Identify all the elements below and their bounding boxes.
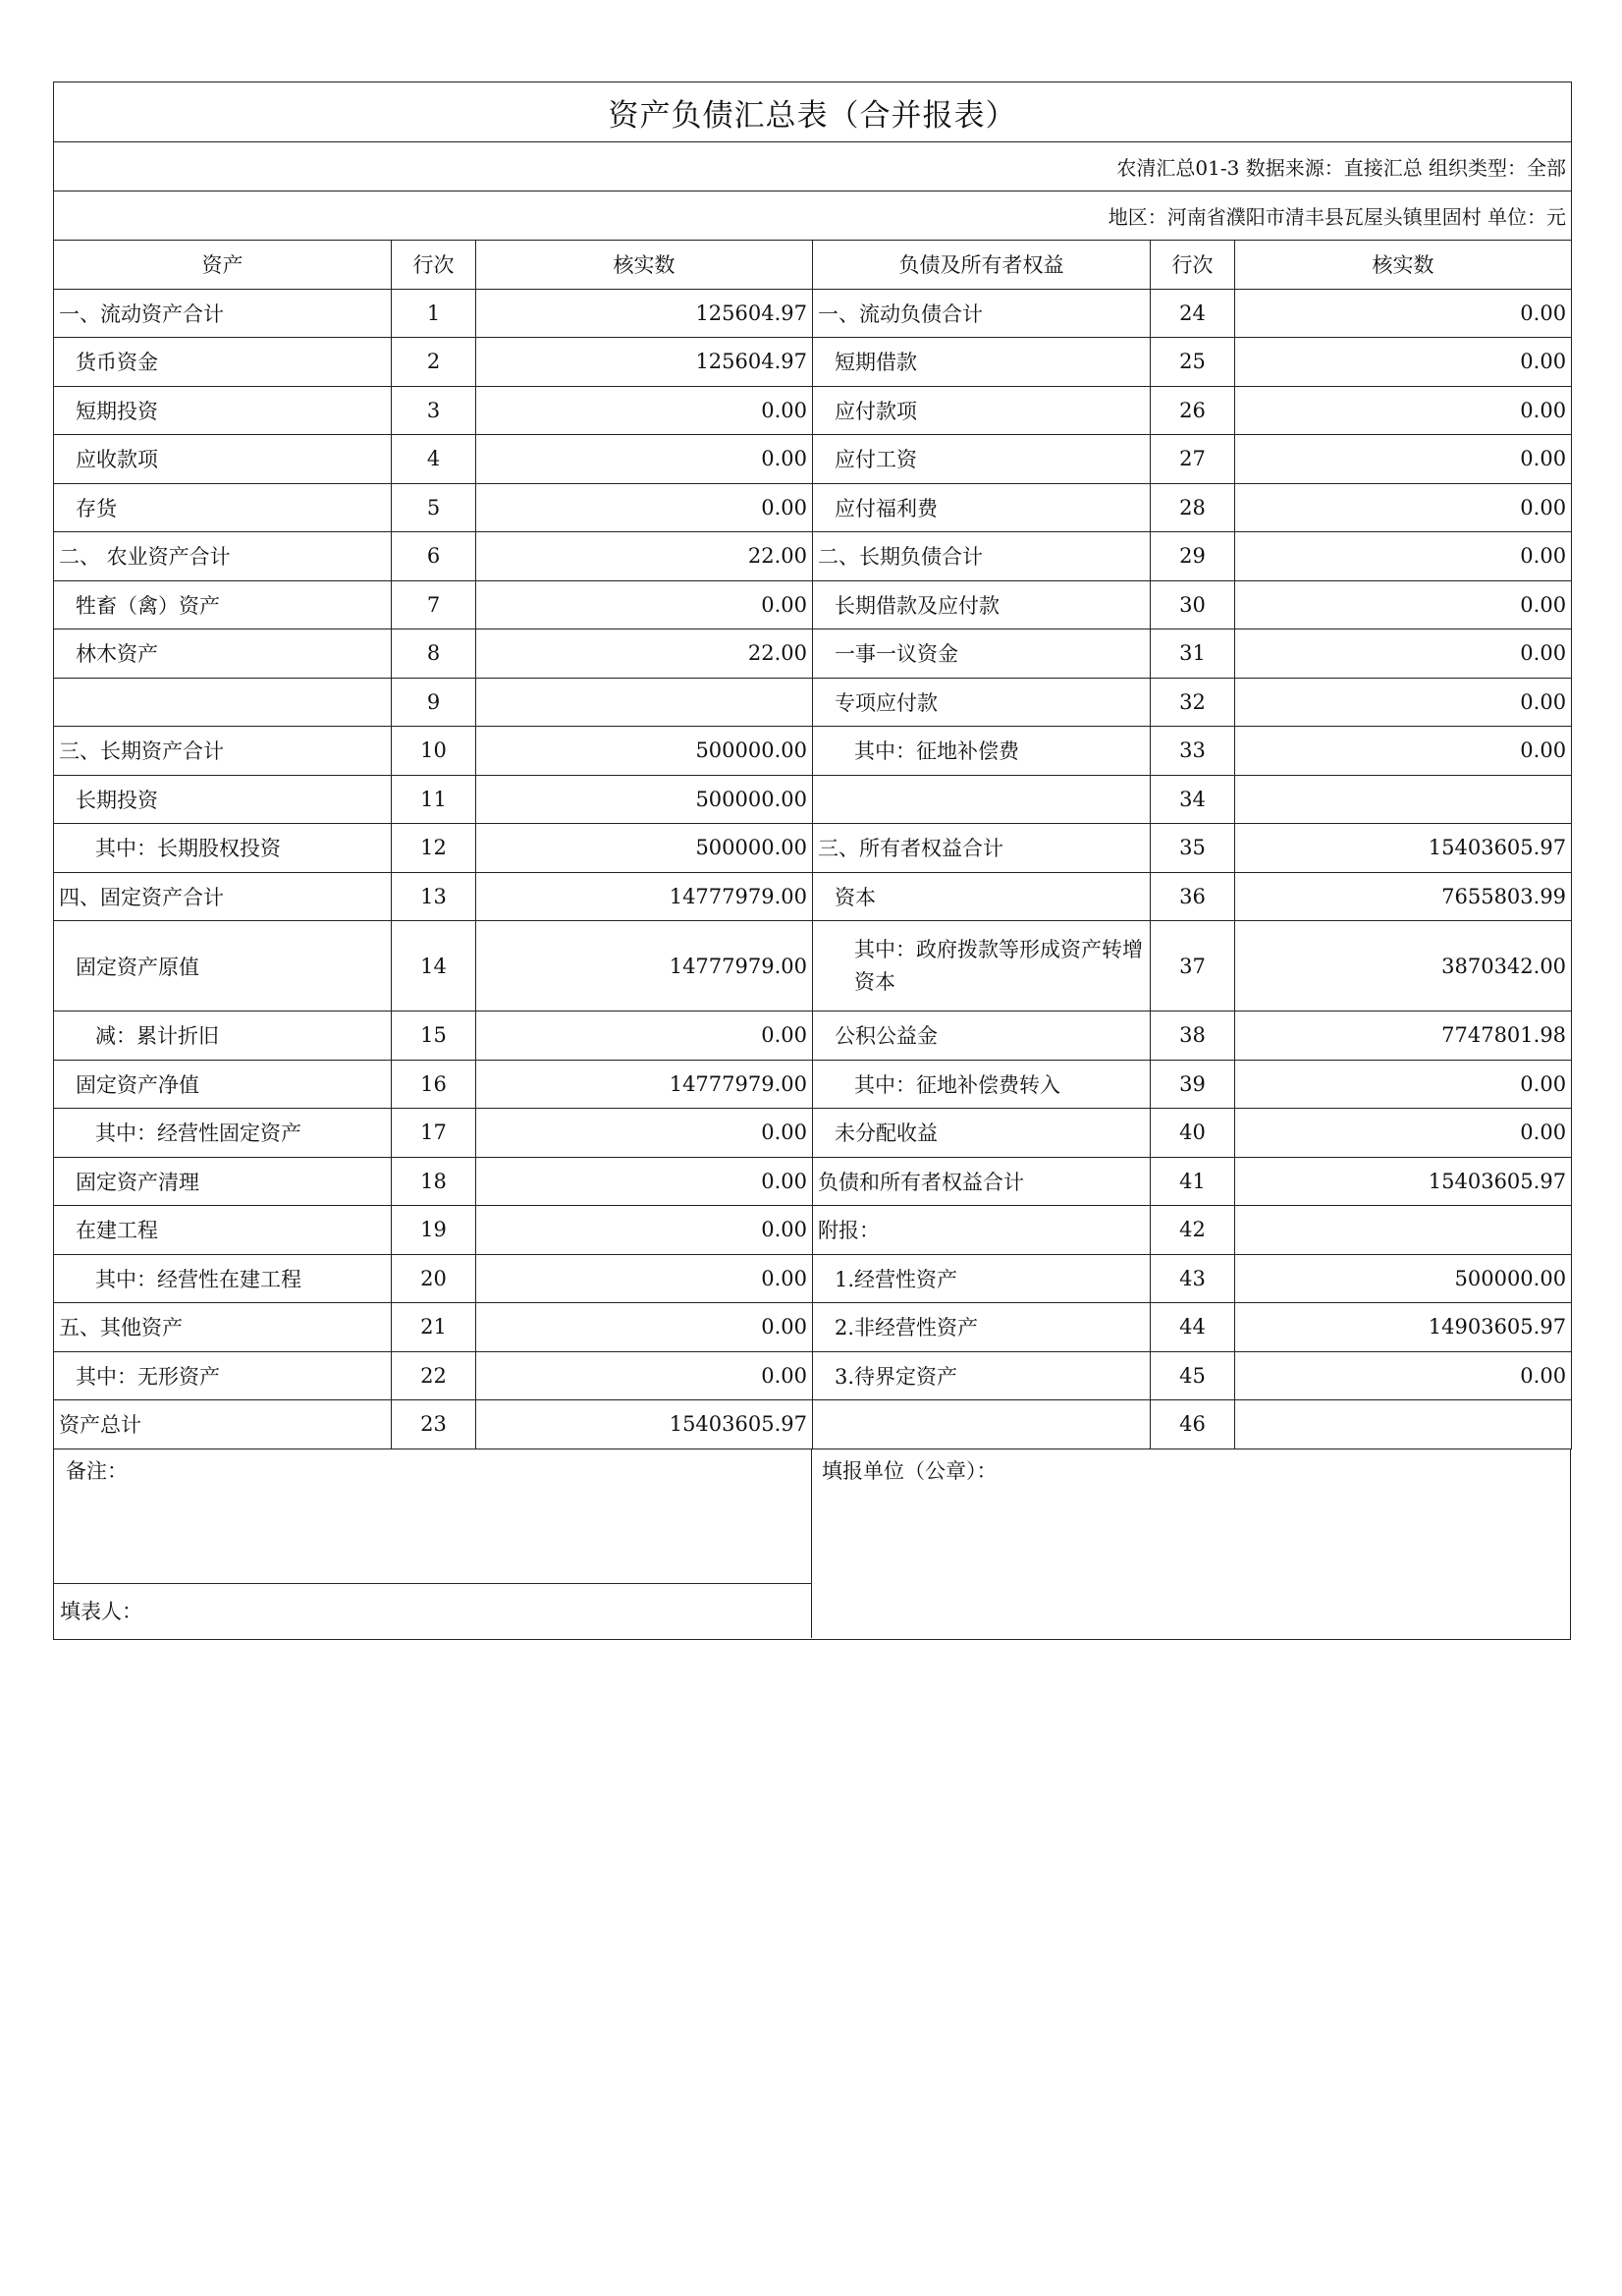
liability-amount: 3870342.00 <box>1235 921 1572 1011</box>
liability-amount: 0.00 <box>1235 1109 1572 1158</box>
liability-row-no: 38 <box>1151 1011 1235 1061</box>
liability-row-no: 34 <box>1151 775 1235 824</box>
asset-item: 二、 农业资产合计 <box>54 532 392 581</box>
footer-area <box>53 1449 1571 1640</box>
table-row <box>54 678 1572 727</box>
liability-row-no: 32 <box>1151 678 1235 727</box>
liability-item: 负债和所有者权益合计 <box>813 1157 1151 1206</box>
asset-item: 货币资金 <box>54 338 392 387</box>
asset-row-no: 12 <box>392 824 476 873</box>
liability-amount: 15403605.97 <box>1235 824 1572 873</box>
liability-row-no: 26 <box>1151 386 1235 435</box>
asset-item: 在建工程 <box>54 1206 392 1255</box>
asset-amount: 22.00 <box>476 532 813 581</box>
asset-item: 长期投资 <box>54 775 392 824</box>
liability-row-no: 33 <box>1151 727 1235 776</box>
asset-row-no: 3 <box>392 386 476 435</box>
asset-row-no: 11 <box>392 775 476 824</box>
liability-item: 应付款项 <box>813 386 1151 435</box>
liability-row-no: 25 <box>1151 338 1235 387</box>
asset-item: 固定资产清理 <box>54 1157 392 1206</box>
liability-item: 长期借款及应付款 <box>813 580 1151 629</box>
liability-row-no: 30 <box>1151 580 1235 629</box>
asset-amount: 0.00 <box>476 1303 813 1352</box>
asset-item: 其中：经营性在建工程 <box>54 1254 392 1303</box>
report-title: 资产负债汇总表（合并报表） <box>54 82 1572 142</box>
table-row <box>54 872 1572 921</box>
report-meta-region: 地区：河南省濮阳市清丰县瓦屋头镇里固村 单位：元 <box>54 191 1572 241</box>
liability-item: 公积公益金 <box>813 1011 1151 1061</box>
asset-item: 存货 <box>54 483 392 532</box>
liability-item <box>813 775 1151 824</box>
asset-row-no: 13 <box>392 872 476 921</box>
liability-row-no: 24 <box>1151 289 1235 338</box>
header-amount: 核实数 <box>476 241 813 290</box>
asset-item: 三、长期资产合计 <box>54 727 392 776</box>
table-row <box>54 775 1572 824</box>
asset-row-no: 22 <box>392 1351 476 1400</box>
asset-amount: 500000.00 <box>476 727 813 776</box>
liability-amount: 0.00 <box>1235 727 1572 776</box>
asset-item: 四、固定资产合计 <box>54 872 392 921</box>
liability-amount: 0.00 <box>1235 532 1572 581</box>
table-row <box>54 1011 1572 1061</box>
asset-item: 其中：长期股权投资 <box>54 824 392 873</box>
asset-row-no: 6 <box>392 532 476 581</box>
balance-sheet <box>53 82 1571 1640</box>
footer-left <box>54 1449 812 1638</box>
header-liability: 负债及所有者权益 <box>813 241 1151 290</box>
header-asset: 资产 <box>54 241 392 290</box>
table-row <box>54 727 1572 776</box>
table-row <box>54 483 1572 532</box>
asset-row-no: 10 <box>392 727 476 776</box>
asset-amount: 14777979.00 <box>476 872 813 921</box>
table-row <box>54 1254 1572 1303</box>
asset-item: 五、其他资产 <box>54 1303 392 1352</box>
liability-row-no: 44 <box>1151 1303 1235 1352</box>
asset-amount: 14777979.00 <box>476 1060 813 1109</box>
header-amount-2: 核实数 <box>1235 241 1572 290</box>
liability-item: 其中：征地补偿费 <box>813 727 1151 776</box>
liability-item: 一事一议资金 <box>813 629 1151 679</box>
asset-row-no: 23 <box>392 1400 476 1449</box>
asset-item: 牲畜（禽）资产 <box>54 580 392 629</box>
liability-row-no: 42 <box>1151 1206 1235 1255</box>
liability-amount <box>1235 775 1572 824</box>
liability-amount: 0.00 <box>1235 386 1572 435</box>
asset-amount: 0.00 <box>476 483 813 532</box>
asset-row-no: 16 <box>392 1060 476 1109</box>
asset-item: 其中：经营性固定资产 <box>54 1109 392 1158</box>
asset-amount: 125604.97 <box>476 289 813 338</box>
asset-amount: 125604.97 <box>476 338 813 387</box>
liability-row-no: 36 <box>1151 872 1235 921</box>
table-row <box>54 1109 1572 1158</box>
liability-amount: 15403605.97 <box>1235 1157 1572 1206</box>
reporting-unit-label: 填报单位（公章）： <box>822 1458 998 1483</box>
asset-row-no: 14 <box>392 921 476 1011</box>
balance-table <box>53 82 1572 1449</box>
liability-row-no: 29 <box>1151 532 1235 581</box>
asset-row-no: 21 <box>392 1303 476 1352</box>
report-meta-source: 农清汇总01-3 数据来源：直接汇总 组织类型：全部 <box>54 142 1572 191</box>
liability-item: 应付工资 <box>813 435 1151 484</box>
liability-row-no: 39 <box>1151 1060 1235 1109</box>
asset-amount: 0.00 <box>476 435 813 484</box>
asset-row-no: 4 <box>392 435 476 484</box>
liability-row-no: 31 <box>1151 629 1235 679</box>
liability-item: 1.经营性资产 <box>813 1254 1151 1303</box>
liability-item: 三、所有者权益合计 <box>813 824 1151 873</box>
liability-amount <box>1235 1400 1572 1449</box>
asset-amount: 500000.00 <box>476 824 813 873</box>
table-row <box>54 435 1572 484</box>
asset-amount: 0.00 <box>476 1157 813 1206</box>
asset-item: 林木资产 <box>54 629 392 679</box>
asset-amount: 0.00 <box>476 1351 813 1400</box>
asset-amount: 0.00 <box>476 580 813 629</box>
liability-item <box>813 1400 1151 1449</box>
table-row <box>54 532 1572 581</box>
liability-row-no: 28 <box>1151 483 1235 532</box>
table-row <box>54 629 1572 679</box>
table-row <box>54 921 1572 1011</box>
liability-amount: 0.00 <box>1235 580 1572 629</box>
table-header-row <box>54 241 1572 290</box>
asset-item: 固定资产净值 <box>54 1060 392 1109</box>
header-row-no: 行次 <box>392 241 476 290</box>
liability-row-no: 37 <box>1151 921 1235 1011</box>
remark-label: 备注： <box>54 1449 811 1584</box>
asset-amount: 14777979.00 <box>476 921 813 1011</box>
asset-row-no: 20 <box>392 1254 476 1303</box>
liability-amount: 0.00 <box>1235 678 1572 727</box>
asset-row-no: 19 <box>392 1206 476 1255</box>
table-row <box>54 824 1572 873</box>
liability-amount: 0.00 <box>1235 435 1572 484</box>
liability-item: 附报： <box>813 1206 1151 1255</box>
asset-row-no: 2 <box>392 338 476 387</box>
asset-amount: 0.00 <box>476 386 813 435</box>
filler-label: 填表人： <box>60 1599 142 1623</box>
asset-row-no: 7 <box>392 580 476 629</box>
asset-row-no: 17 <box>392 1109 476 1158</box>
asset-row-no: 15 <box>392 1011 476 1061</box>
liability-row-no: 46 <box>1151 1400 1235 1449</box>
asset-row-no: 8 <box>392 629 476 679</box>
liability-amount: 7655803.99 <box>1235 872 1572 921</box>
liability-item: 其中：征地补偿费转入 <box>813 1060 1151 1109</box>
table-row <box>54 289 1572 338</box>
table-row <box>54 1157 1572 1206</box>
asset-item: 一、流动资产合计 <box>54 289 392 338</box>
asset-row-no: 18 <box>392 1157 476 1206</box>
asset-row-no: 9 <box>392 678 476 727</box>
liability-row-no: 45 <box>1151 1351 1235 1400</box>
liability-amount: 0.00 <box>1235 629 1572 679</box>
liability-amount: 0.00 <box>1235 1351 1572 1400</box>
liability-item: 一、流动负债合计 <box>813 289 1151 338</box>
liability-amount: 0.00 <box>1235 338 1572 387</box>
asset-item <box>54 678 392 727</box>
liability-item: 二、长期负债合计 <box>813 532 1151 581</box>
liability-row-no: 40 <box>1151 1109 1235 1158</box>
asset-item: 短期投资 <box>54 386 392 435</box>
liability-item: 2.非经营性资产 <box>813 1303 1151 1352</box>
asset-amount <box>476 678 813 727</box>
liability-item: 资本 <box>813 872 1151 921</box>
asset-amount: 0.00 <box>476 1206 813 1255</box>
liability-amount: 0.00 <box>1235 289 1572 338</box>
liability-item: 3.待界定资产 <box>813 1351 1151 1400</box>
table-row <box>54 580 1572 629</box>
asset-amount: 500000.00 <box>476 775 813 824</box>
liability-item: 未分配收益 <box>813 1109 1151 1158</box>
table-row <box>54 386 1572 435</box>
liability-amount: 0.00 <box>1235 1060 1572 1109</box>
header-row-no-2: 行次 <box>1151 241 1235 290</box>
liability-item: 短期借款 <box>813 338 1151 387</box>
liability-amount: 500000.00 <box>1235 1254 1572 1303</box>
liability-amount <box>1235 1206 1572 1255</box>
table-row <box>54 1400 1572 1449</box>
liability-row-no: 43 <box>1151 1254 1235 1303</box>
table-row <box>54 1060 1572 1109</box>
asset-item: 固定资产原值 <box>54 921 392 1011</box>
asset-amount: 15403605.97 <box>476 1400 813 1449</box>
liability-amount: 0.00 <box>1235 483 1572 532</box>
asset-amount: 0.00 <box>476 1254 813 1303</box>
liability-item: 其中：政府拨款等形成资产转增资本 <box>813 921 1151 1011</box>
asset-item: 应收款项 <box>54 435 392 484</box>
table-row <box>54 1351 1572 1400</box>
table-row <box>54 1303 1572 1352</box>
asset-row-no: 1 <box>392 289 476 338</box>
asset-amount: 0.00 <box>476 1109 813 1158</box>
liability-amount: 14903605.97 <box>1235 1303 1572 1352</box>
table-row <box>54 1206 1572 1255</box>
liability-item: 应付福利费 <box>813 483 1151 532</box>
asset-item: 减：累计折旧 <box>54 1011 392 1061</box>
asset-row-no: 5 <box>392 483 476 532</box>
table-row <box>54 338 1572 387</box>
asset-item: 其中：无形资产 <box>54 1351 392 1400</box>
liability-item: 专项应付款 <box>813 678 1151 727</box>
asset-amount: 0.00 <box>476 1011 813 1061</box>
liability-row-no: 35 <box>1151 824 1235 873</box>
asset-item: 资产总计 <box>54 1400 392 1449</box>
liability-amount: 7747801.98 <box>1235 1011 1572 1061</box>
liability-row-no: 41 <box>1151 1157 1235 1206</box>
asset-amount: 22.00 <box>476 629 813 679</box>
liability-row-no: 27 <box>1151 435 1235 484</box>
